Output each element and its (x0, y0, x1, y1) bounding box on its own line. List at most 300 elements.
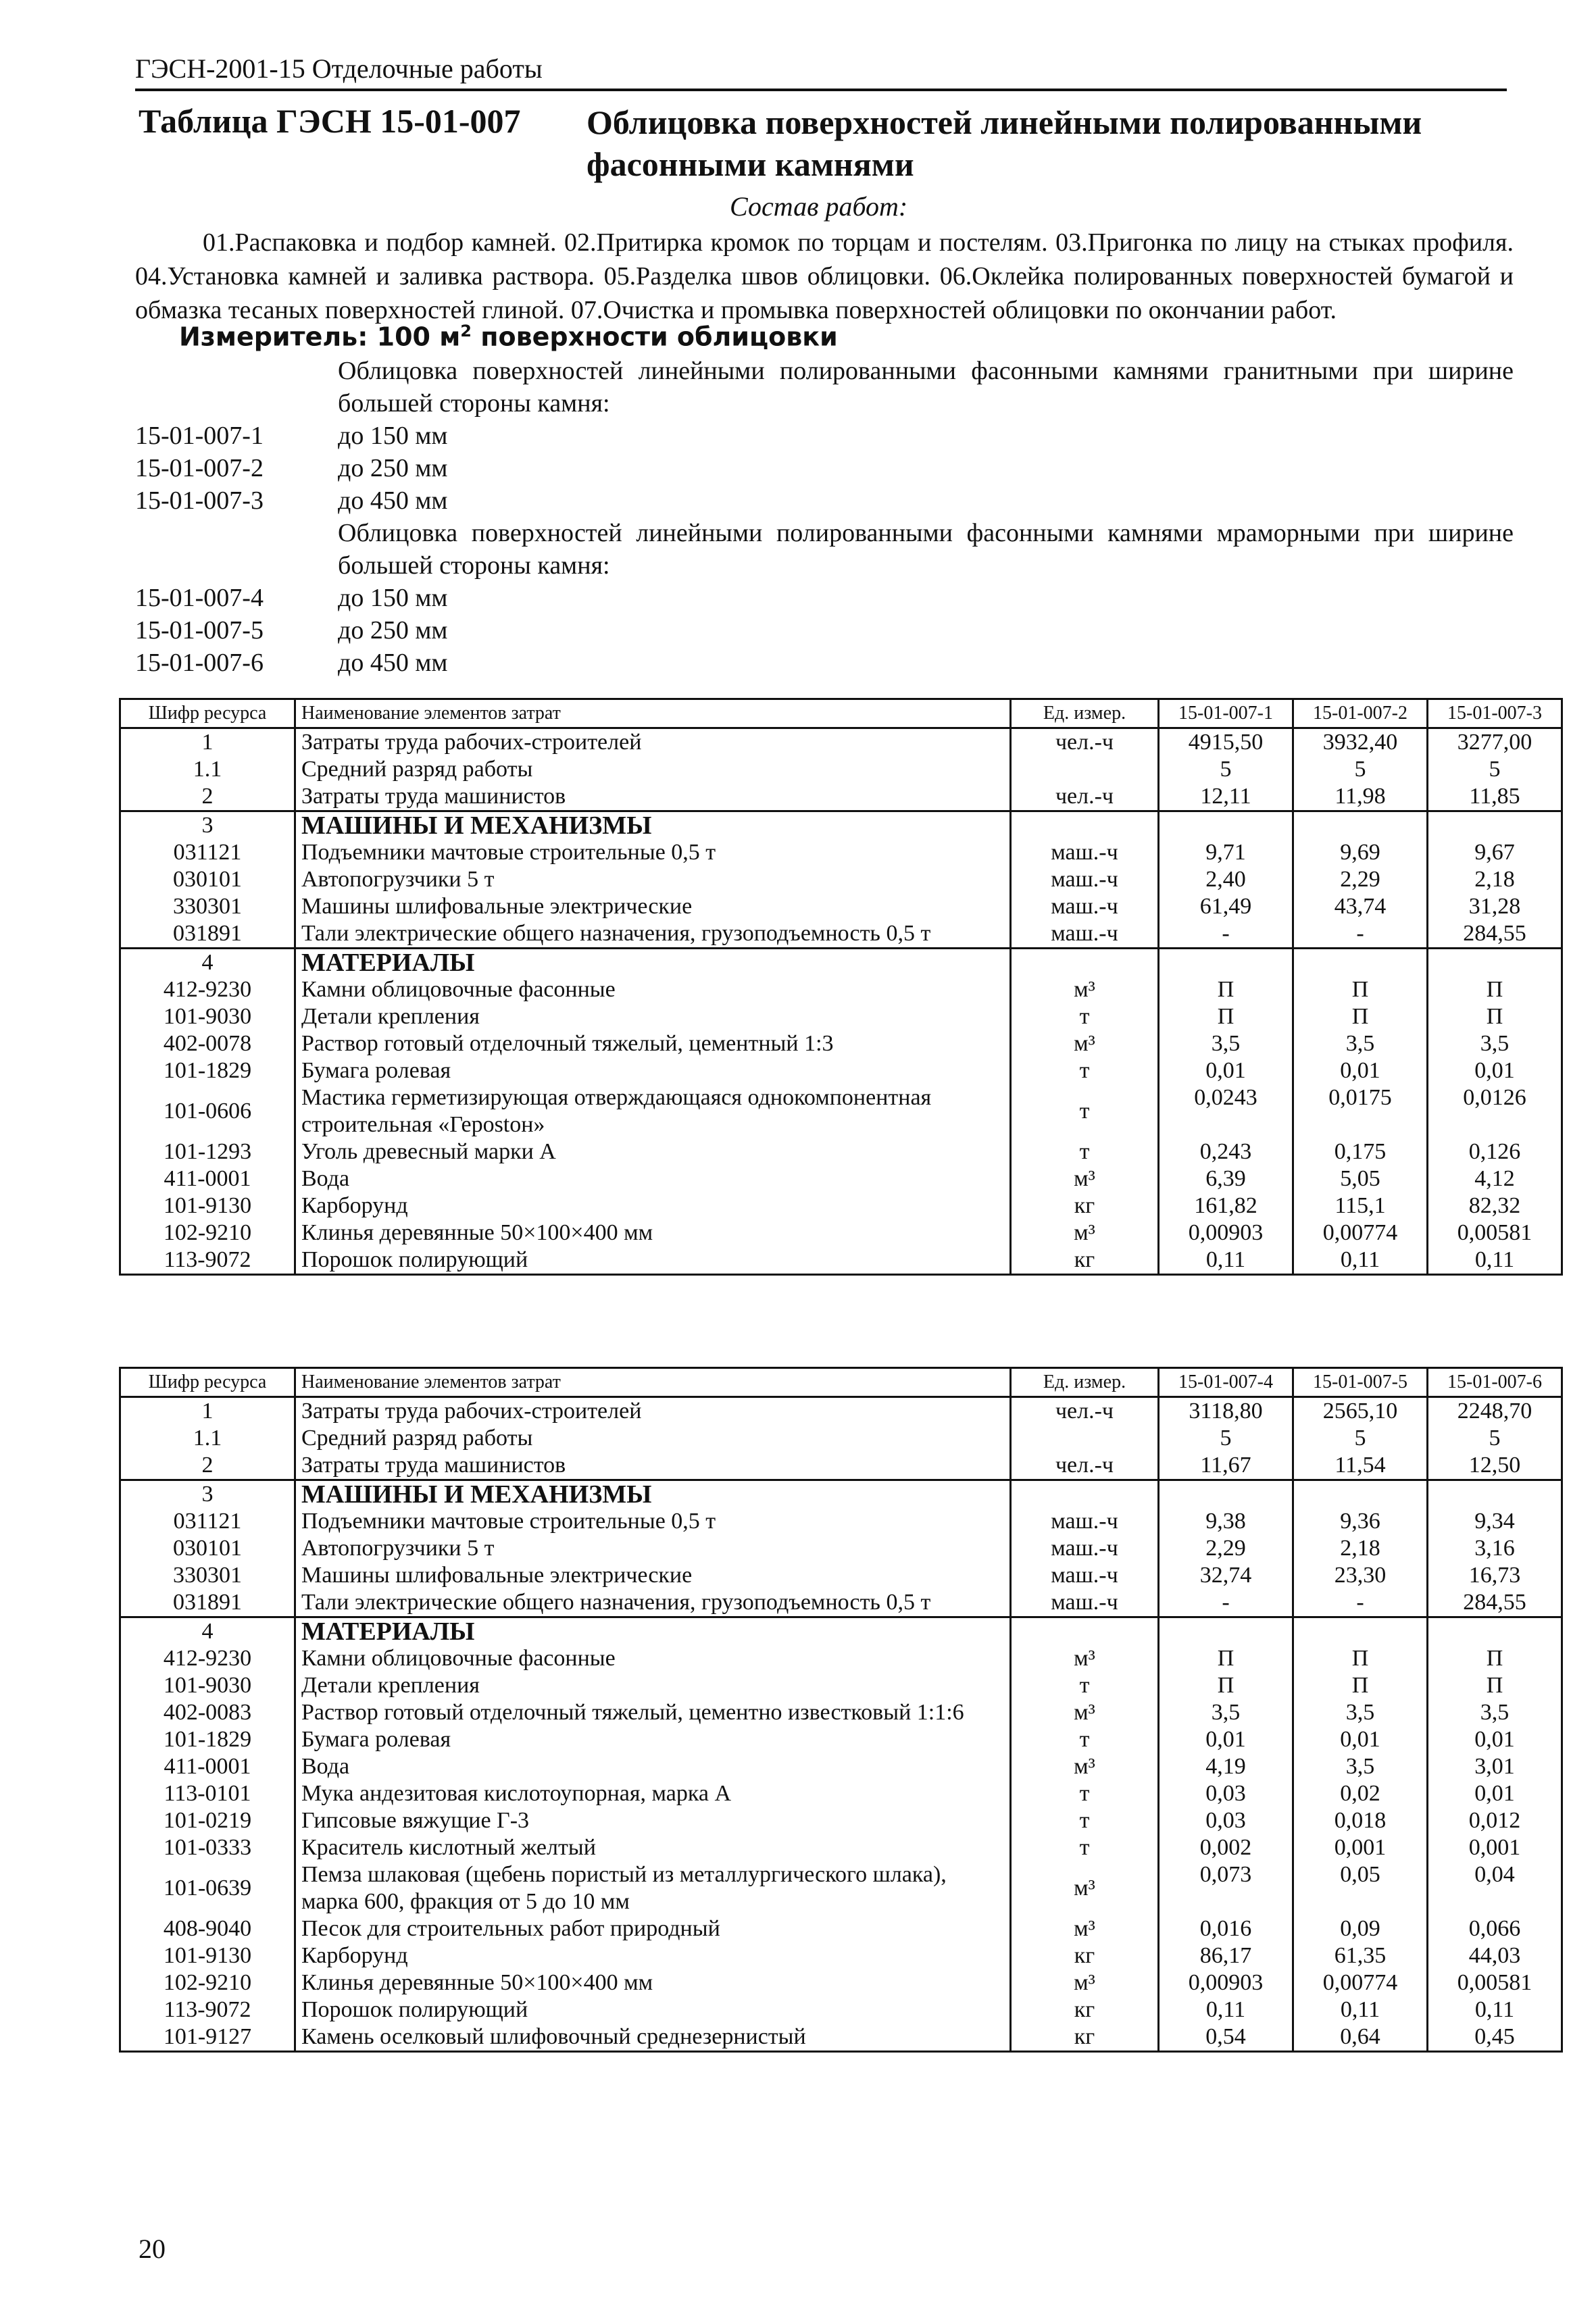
table-row (120, 1753, 1562, 1780)
norm-value: 3,5 (1428, 1030, 1562, 1057)
resource-code: 031891 (120, 1589, 295, 1617)
table-row (120, 1397, 1562, 1426)
header-norm-code: 15-01-007-5 (1293, 1368, 1428, 1397)
norm-value: 3,16 (1428, 1535, 1562, 1562)
table-row (120, 1452, 1562, 1480)
resource-unit: маш.-ч (1011, 1589, 1159, 1617)
resource-unit: чел.-ч (1011, 1452, 1159, 1480)
resource-code: 408-9040 (120, 1915, 295, 1942)
resource-unit (1011, 811, 1159, 840)
table-row (120, 1645, 1562, 1672)
table-row (120, 920, 1562, 949)
resource-unit: т (1011, 1138, 1159, 1165)
resource-code: 4 (120, 1617, 295, 1646)
resource-unit: т (1011, 1726, 1159, 1753)
table-row (120, 1861, 1562, 1915)
resource-code: 402-0083 (120, 1699, 295, 1726)
norm-value: 0,016 (1159, 1915, 1293, 1942)
norm-value: 0,09 (1293, 1915, 1428, 1942)
norm-value: П (1293, 1672, 1428, 1699)
norm-value: 43,74 (1293, 893, 1428, 920)
norm-value (1428, 1617, 1562, 1646)
norm-value: 5,05 (1293, 1165, 1428, 1192)
section-row (120, 1480, 1562, 1509)
resource-unit: м³ (1011, 1165, 1159, 1192)
resource-code: 030101 (120, 866, 295, 893)
norm-value: П (1293, 1645, 1428, 1672)
norm-value: 3932,40 (1293, 728, 1428, 757)
norm-value: 0,0175 (1293, 1084, 1428, 1138)
resource-code: 030101 (120, 1535, 295, 1562)
resource-unit: кг (1011, 2023, 1159, 2052)
resource-unit: т (1011, 1807, 1159, 1834)
resource-name: Бумага ролевая (295, 1057, 1011, 1084)
resource-code: 412-9230 (120, 976, 295, 1003)
resource-code: 031121 (120, 839, 295, 866)
table-row (120, 1915, 1562, 1942)
norm-value: 82,32 (1428, 1192, 1562, 1219)
resource-code: 411-0001 (120, 1753, 295, 1780)
norm-value: П (1428, 1672, 1562, 1699)
resource-code: 2 (120, 1452, 295, 1480)
resource-code: 101-9030 (120, 1003, 295, 1030)
header-unit: Ед. измер. (1011, 699, 1159, 728)
norm-value: 0,11 (1293, 1996, 1428, 2023)
page-number: 20 (139, 2234, 166, 2264)
norm-value (1428, 1480, 1562, 1509)
group-description: Облицовка поверхностей линейными полированными фасонными камнями гранитными при ширине большей стороны камня: (338, 357, 1514, 418)
variant-label: до 250 мм (338, 454, 448, 482)
variant-label: до 450 мм (338, 649, 448, 677)
resource-code: 412-9230 (120, 1645, 295, 1672)
resource-unit: маш.-ч (1011, 893, 1159, 920)
resource-code: 101-1293 (120, 1138, 295, 1165)
header-norm-code: 15-01-007-6 (1428, 1368, 1562, 1397)
resource-code: 101-1829 (120, 1726, 295, 1753)
table-title: Таблица ГЭСН 15-01-007 (139, 102, 521, 140)
norm-value: 5 (1293, 1425, 1428, 1452)
resource-unit: чел.-ч (1011, 1397, 1159, 1426)
resource-code: 1 (120, 1397, 295, 1426)
resource-name: Машины шлифовальные электрические (295, 893, 1011, 920)
norm-value: П (1159, 1003, 1293, 1030)
norm-value: 9,38 (1159, 1508, 1293, 1535)
resource-code: 101-9127 (120, 2023, 295, 2052)
norm-value: - (1293, 1589, 1428, 1617)
variant-label: до 450 мм (338, 486, 448, 515)
norm-value: 4915,50 (1159, 728, 1293, 757)
norm-value (1159, 1617, 1293, 1646)
resource-name: Клинья деревянные 50×100×400 мм (295, 1219, 1011, 1247)
resource-unit: маш.-ч (1011, 1535, 1159, 1562)
norm-value: 31,28 (1428, 893, 1562, 920)
resource-unit: кг (1011, 1996, 1159, 2023)
resource-name: Подъемники мачтовые строительные 0,5 т (295, 1508, 1011, 1535)
resource-code: 402-0078 (120, 1030, 295, 1057)
resource-name: Карборунд (295, 1192, 1011, 1219)
section-row (120, 811, 1562, 840)
resource-name: Бумага ролевая (295, 1726, 1011, 1753)
norm-value: 0,11 (1428, 1247, 1562, 1275)
resource-name: Детали крепления (295, 1672, 1011, 1699)
norm-value: 11,85 (1428, 783, 1562, 811)
resource-unit: м³ (1011, 1219, 1159, 1247)
table-row (120, 1589, 1562, 1617)
norm-value: 4,12 (1428, 1165, 1562, 1192)
resource-name: Песок для строительных работ природный (295, 1915, 1011, 1942)
section-title: МАШИНЫ И МЕХАНИЗМЫ (295, 1480, 1011, 1509)
table-row (120, 1969, 1562, 1996)
table-row (120, 1219, 1562, 1247)
resource-name: Мука андезитовая кислотоупорная, марка А (295, 1780, 1011, 1807)
meter-sup: 2 (460, 322, 472, 341)
norm-value: П (1428, 1003, 1562, 1030)
norm-value: 0,03 (1159, 1780, 1293, 1807)
variant-item (135, 452, 1514, 484)
norm-value: 4,19 (1159, 1753, 1293, 1780)
norm-value: 2,18 (1293, 1535, 1428, 1562)
measurement-unit (179, 322, 838, 352)
norm-value: 0,00903 (1159, 1219, 1293, 1247)
resource-code: 101-0606 (120, 1084, 295, 1138)
norm-value: 0,11 (1159, 1247, 1293, 1275)
resource-name: Мастика герметизирующая отверждающаяся однокомпонентная строительная «Герostон» (295, 1084, 1011, 1138)
header-norm-code: 15-01-007-2 (1293, 699, 1428, 728)
variant-code: 15-01-007-4 (135, 584, 264, 612)
norm-value: 12,11 (1159, 783, 1293, 811)
variant-item (135, 484, 1514, 517)
resource-unit: м³ (1011, 1699, 1159, 1726)
resource-code: 3 (120, 811, 295, 840)
resource-name: Тали электрические общего назначения, грузоподъемность 0,5 т (295, 920, 1011, 949)
table-row (120, 1780, 1562, 1807)
variant-code: 15-01-007-3 (135, 486, 264, 515)
norm-value: 0,01 (1159, 1726, 1293, 1753)
resource-name: Автопогрузчики 5 т (295, 866, 1011, 893)
resource-unit: м³ (1011, 1969, 1159, 1996)
header-name: Наименование элементов затрат (295, 699, 1011, 728)
resource-code: 031891 (120, 920, 295, 949)
section-row (120, 949, 1562, 977)
norm-value: 284,55 (1428, 920, 1562, 949)
resource-name: Порошок полирующий (295, 1247, 1011, 1275)
header-unit: Ед. измер. (1011, 1368, 1159, 1397)
norm-value: 11,98 (1293, 783, 1428, 811)
resource-code: 3 (120, 1480, 295, 1509)
variant-code: 15-01-007-6 (135, 649, 264, 677)
norm-value: 0,126 (1428, 1138, 1562, 1165)
norm-value: 61,35 (1293, 1942, 1428, 1969)
resource-name: Раствор готовый отделочный тяжелый, цементный 1:3 (295, 1030, 1011, 1057)
norm-value: 3,5 (1293, 1030, 1428, 1057)
resource-unit: маш.-ч (1011, 1508, 1159, 1535)
norm-value: П (1293, 976, 1428, 1003)
resource-name: Средний разряд работы (295, 756, 1011, 783)
cost-table-granite (119, 698, 1563, 1276)
resource-name: Пемза шлаковая (щебень пористый из металлургического шлака), марка 600, фракция от 5 до 10 мм (295, 1861, 1011, 1915)
norm-value: П (1428, 1645, 1562, 1672)
table-row (120, 1562, 1562, 1589)
resource-name: Средний разряд работы (295, 1425, 1011, 1452)
resource-name: Клинья деревянные 50×100×400 мм (295, 1969, 1011, 1996)
resource-unit: кг (1011, 1247, 1159, 1275)
norm-value: 44,03 (1428, 1942, 1562, 1969)
norm-value: 3277,00 (1428, 728, 1562, 757)
norm-value: - (1159, 1589, 1293, 1617)
resource-unit (1011, 949, 1159, 977)
norm-value: 0,00774 (1293, 1219, 1428, 1247)
resource-unit: т (1011, 1672, 1159, 1699)
norm-value: 5 (1428, 1425, 1562, 1452)
table-row (120, 1535, 1562, 1562)
header-norm-code: 15-01-007-3 (1428, 699, 1562, 728)
norm-value: 3,5 (1293, 1753, 1428, 1780)
norm-value: 6,39 (1159, 1165, 1293, 1192)
running-header: ГЭСН-2001-15 Отделочные работы (135, 53, 1507, 91)
resource-code: 1 (120, 728, 295, 757)
table-row (120, 1807, 1562, 1834)
resource-name: Детали крепления (295, 1003, 1011, 1030)
table-row (120, 1247, 1562, 1275)
norm-value: 0,11 (1428, 1996, 1562, 2023)
norm-value: 3,5 (1159, 1030, 1293, 1057)
resource-unit: м³ (1011, 1753, 1159, 1780)
table-row (120, 1996, 1562, 2023)
resource-name: Вода (295, 1753, 1011, 1780)
resource-code: 411-0001 (120, 1165, 295, 1192)
resource-unit: маш.-ч (1011, 1562, 1159, 1589)
resource-code: 2 (120, 783, 295, 811)
resource-name: Порошок полирующий (295, 1996, 1011, 2023)
norm-value: 0,00581 (1428, 1219, 1562, 1247)
resource-unit: т (1011, 1003, 1159, 1030)
resource-unit (1011, 1617, 1159, 1646)
section-row (120, 1617, 1562, 1646)
resource-unit: маш.-ч (1011, 866, 1159, 893)
norm-value: 0,243 (1159, 1138, 1293, 1165)
meter-rest: поверхности облицовки (480, 322, 838, 352)
norm-value: П (1293, 1003, 1428, 1030)
norm-value: 0,03 (1159, 1807, 1293, 1834)
norm-value: 2248,70 (1428, 1397, 1562, 1426)
section-title: МАТЕРИАЛЫ (295, 949, 1011, 977)
resource-name: Затраты труда машинистов (295, 1452, 1011, 1480)
norm-value: 0,01 (1428, 1057, 1562, 1084)
resource-unit: чел.-ч (1011, 783, 1159, 811)
variant-code: 15-01-007-1 (135, 422, 264, 450)
header-norm-code: 15-01-007-1 (1159, 699, 1293, 728)
norm-value: 2,29 (1293, 866, 1428, 893)
norm-value: 2565,10 (1293, 1397, 1428, 1426)
resource-name: Затраты труда рабочих-строителей (295, 1397, 1011, 1426)
resource-code: 113-0101 (120, 1780, 295, 1807)
norm-value: 61,49 (1159, 893, 1293, 920)
resource-name: Камни облицовочные фасонные (295, 976, 1011, 1003)
norm-value: 23,30 (1293, 1562, 1428, 1589)
resource-unit (1011, 756, 1159, 783)
header-code: Шифр ресурса (120, 699, 295, 728)
table-caption: Облицовка поверхностей линейными полированными фасонными камнями (587, 103, 1422, 183)
norm-value: П (1428, 976, 1562, 1003)
norm-value: 0,45 (1428, 2023, 1562, 2052)
norm-value (1293, 1617, 1428, 1646)
table-row (120, 1508, 1562, 1535)
table-row (120, 756, 1562, 783)
table-header-row (120, 699, 1562, 728)
norm-value: П (1159, 1645, 1293, 1672)
norm-value: 0,001 (1428, 1834, 1562, 1861)
variants-list (135, 355, 1514, 679)
norm-value: 12,50 (1428, 1452, 1562, 1480)
table-row (120, 2023, 1562, 2052)
resource-unit: чел.-ч (1011, 728, 1159, 757)
norm-value: 0,012 (1428, 1807, 1562, 1834)
resource-name: Затраты труда машинистов (295, 783, 1011, 811)
norm-value: 161,82 (1159, 1192, 1293, 1219)
resource-code: 102-9210 (120, 1219, 295, 1247)
table-row (120, 1165, 1562, 1192)
norm-value: 0,02 (1293, 1780, 1428, 1807)
norm-value: 5 (1293, 756, 1428, 783)
norm-value: 3,01 (1428, 1753, 1562, 1780)
norm-value (1293, 811, 1428, 840)
norm-value: 0,00581 (1428, 1969, 1562, 1996)
resource-code: 4 (120, 949, 295, 977)
table-header-row (120, 1368, 1562, 1397)
resource-unit: маш.-ч (1011, 839, 1159, 866)
norm-value: 0,00774 (1293, 1969, 1428, 1996)
variant-label: до 150 мм (338, 422, 448, 450)
resource-unit: м³ (1011, 976, 1159, 1003)
norm-value (1293, 949, 1428, 977)
resource-name: Уголь древесный марки А (295, 1138, 1011, 1165)
norm-value: 2,29 (1159, 1535, 1293, 1562)
norm-value: 0,066 (1428, 1915, 1562, 1942)
norm-value: 0,01 (1428, 1780, 1562, 1807)
resource-code: 1.1 (120, 1425, 295, 1452)
resource-unit: м³ (1011, 1645, 1159, 1672)
resource-name: Подъемники мачтовые строительные 0,5 т (295, 839, 1011, 866)
norm-value: П (1159, 976, 1293, 1003)
table-row (120, 728, 1562, 757)
meter-label: Измеритель: (179, 322, 368, 352)
resource-unit: т (1011, 1084, 1159, 1138)
resource-code: 101-1829 (120, 1057, 295, 1084)
variant-item (135, 582, 1514, 614)
table-row (120, 1138, 1562, 1165)
header-code: Шифр ресурса (120, 1368, 295, 1397)
norm-value: 3,5 (1428, 1699, 1562, 1726)
norm-value: 2,18 (1428, 866, 1562, 893)
norm-value: 9,67 (1428, 839, 1562, 866)
resource-unit: м³ (1011, 1915, 1159, 1942)
resource-unit: т (1011, 1834, 1159, 1861)
table-row (120, 893, 1562, 920)
resource-code: 330301 (120, 1562, 295, 1589)
resource-name: Камни облицовочные фасонные (295, 1645, 1011, 1672)
norm-value: 0,05 (1293, 1861, 1428, 1915)
resource-name: Тали электрические общего назначения, грузоподъемность 0,5 т (295, 1589, 1011, 1617)
resource-unit: м³ (1011, 1030, 1159, 1057)
resource-unit: кг (1011, 1942, 1159, 1969)
resource-unit (1011, 1480, 1159, 1509)
norm-value: 0,01 (1293, 1057, 1428, 1084)
table-row (120, 839, 1562, 866)
header-norm-code: 15-01-007-4 (1159, 1368, 1293, 1397)
norm-value: 284,55 (1428, 1589, 1562, 1617)
table-row (120, 1003, 1562, 1030)
norm-value: 9,71 (1159, 839, 1293, 866)
table-row (120, 783, 1562, 811)
norm-value (1293, 1480, 1428, 1509)
resource-code: 102-9210 (120, 1969, 295, 1996)
header-name: Наименование элементов затрат (295, 1368, 1011, 1397)
resource-code: 330301 (120, 893, 295, 920)
norm-value: 0,01 (1293, 1726, 1428, 1753)
norm-value: 0,00903 (1159, 1969, 1293, 1996)
resource-unit: кг (1011, 1192, 1159, 1219)
cost-table-marble (119, 1367, 1563, 2053)
norm-value: 11,67 (1159, 1452, 1293, 1480)
resource-name: Краситель кислотный желтый (295, 1834, 1011, 1861)
norm-value: 115,1 (1293, 1192, 1428, 1219)
norm-value: П (1159, 1672, 1293, 1699)
table-row (120, 1030, 1562, 1057)
norm-value (1428, 949, 1562, 977)
table-row (120, 1834, 1562, 1861)
resource-code: 101-9130 (120, 1192, 295, 1219)
variant-code: 15-01-007-2 (135, 454, 264, 482)
table-row (120, 1057, 1562, 1084)
resource-name: Камень оселковый шлифовочный среднезернистый (295, 2023, 1011, 2052)
norm-value: 5 (1428, 756, 1562, 783)
norm-value: 0,073 (1159, 1861, 1293, 1915)
resource-unit: т (1011, 1057, 1159, 1084)
resource-code: 101-0333 (120, 1834, 295, 1861)
resource-name: Карборунд (295, 1942, 1011, 1969)
group-description: Облицовка поверхностей линейными полированными фасонными камнями мраморными при ширине большей стороны камня: (338, 519, 1514, 580)
norm-value: 9,36 (1293, 1508, 1428, 1535)
works-title: Состав работ: (730, 191, 908, 222)
norm-value (1159, 1480, 1293, 1509)
norm-value (1428, 811, 1562, 840)
norm-value: - (1293, 920, 1428, 949)
norm-value: 0,001 (1293, 1834, 1428, 1861)
table-row (120, 1672, 1562, 1699)
norm-value: 0,018 (1293, 1807, 1428, 1834)
norm-value: 0,04 (1428, 1861, 1562, 1915)
norm-value: 0,11 (1293, 1247, 1428, 1275)
norm-value (1159, 811, 1293, 840)
norm-value: 0,0243 (1159, 1084, 1293, 1138)
norm-value: 0,175 (1293, 1138, 1428, 1165)
norm-value: 0,64 (1293, 2023, 1428, 2052)
resource-code: 101-0639 (120, 1861, 295, 1915)
norm-value: 0,01 (1428, 1726, 1562, 1753)
norm-value: 3118,80 (1159, 1397, 1293, 1426)
norm-value: 86,17 (1159, 1942, 1293, 1969)
section-title: МАШИНЫ И МЕХАНИЗМЫ (295, 811, 1011, 840)
norm-value: 0,0126 (1428, 1084, 1562, 1138)
norm-value: 5 (1159, 756, 1293, 783)
resource-code: 101-0219 (120, 1807, 295, 1834)
variant-item (135, 420, 1514, 452)
variant-label: до 250 мм (338, 616, 448, 645)
meter-value: 100 м (376, 322, 461, 352)
norm-value: 9,34 (1428, 1508, 1562, 1535)
works-description: 01.Распаковка и подбор камней. 02.Притирка кромок по торцам и постелям. 03.Пригонка по лицу на стыках профиля. 04.Установка камней и заливка раствора. 05.Разделка швов облицовки. 06.Оклейка полированных поверхностей бумагой и обмазка тесаных поверхностей глиной. 07.Очистка и промывка поверхностей облицовки по окончании работ. (135, 228, 1514, 324)
resource-name: Затраты труда рабочих-строителей (295, 728, 1011, 757)
